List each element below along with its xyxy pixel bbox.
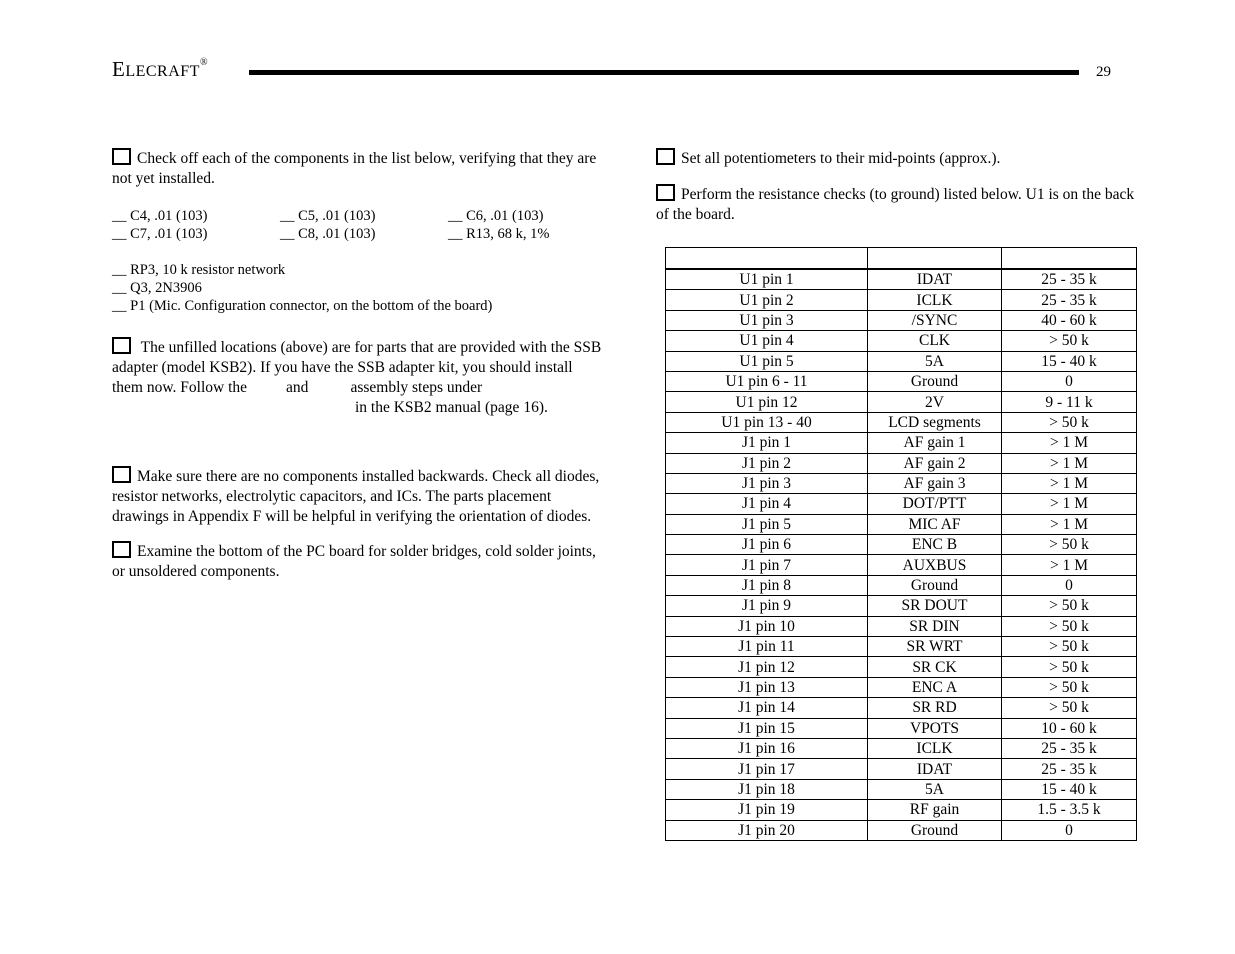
signal-cell: CLK xyxy=(868,331,1002,351)
signal-cell: SR CK xyxy=(868,657,1002,677)
checkbox[interactable] xyxy=(112,148,131,165)
table-row xyxy=(666,718,1137,738)
table-row xyxy=(666,677,1137,697)
signal-cell: SR DIN xyxy=(868,616,1002,636)
pin-cell: J1 pin 18 xyxy=(666,779,868,799)
resistance-cell: 0 xyxy=(1002,371,1137,391)
signal-cell: AF gain 1 xyxy=(868,433,1002,453)
resistance-cell: > 1 M xyxy=(1002,473,1137,493)
step-resistance-checks xyxy=(656,184,1136,225)
header-cell xyxy=(666,248,868,270)
signal-cell: SR DOUT xyxy=(868,596,1002,616)
signal-cell: /SYNC xyxy=(868,310,1002,330)
signal-cell: ENC B xyxy=(868,535,1002,555)
pin-cell: U1 pin 1 xyxy=(666,269,868,290)
signal-cell: Ground xyxy=(868,820,1002,840)
resistance-table xyxy=(665,247,1137,841)
table-row xyxy=(666,412,1137,432)
table-row xyxy=(666,351,1137,371)
table-row xyxy=(666,555,1137,575)
step-text: Set all potentiometers to their mid-points (approx.). xyxy=(681,150,1001,167)
table-row xyxy=(666,392,1137,412)
part-item: __ Q3, 2N3906 xyxy=(112,280,202,296)
resistance-cell: > 50 k xyxy=(1002,412,1137,432)
pin-cell: J1 pin 8 xyxy=(666,575,868,595)
header-cell xyxy=(1002,248,1137,270)
pin-cell: J1 pin 12 xyxy=(666,657,868,677)
part-item: __ P1 (Mic. Configuration connector, on the bottom of the board) xyxy=(112,298,493,314)
step-text: Perform the resistance checks (to ground) listed below. U1 is on the back of the board. xyxy=(656,186,1135,223)
resistance-cell: > 1 M xyxy=(1002,433,1137,453)
pin-cell: J1 pin 7 xyxy=(666,555,868,575)
table-row xyxy=(666,738,1137,758)
table-row xyxy=(666,453,1137,473)
checkbox[interactable] xyxy=(112,466,131,483)
pin-cell: J1 pin 3 xyxy=(666,473,868,493)
checkbox[interactable] xyxy=(656,184,675,201)
step-potentiometers xyxy=(656,148,1136,169)
step-check-solder xyxy=(112,541,602,582)
step-text: Check off each of the components in the list below, verifying that they are not yet installed. xyxy=(112,150,597,187)
pin-cell: J1 pin 19 xyxy=(666,800,868,820)
resistance-cell: > 50 k xyxy=(1002,596,1137,616)
signal-cell: AUXBUS xyxy=(868,555,1002,575)
resistance-cell: > 1 M xyxy=(1002,555,1137,575)
signal-cell: MIC AF xyxy=(868,514,1002,534)
resistance-cell: 25 - 35 k xyxy=(1002,759,1137,779)
resistance-cell: > 50 k xyxy=(1002,535,1137,555)
pin-cell: U1 pin 3 xyxy=(666,310,868,330)
part-item: __ RP3, 10 k resistor network xyxy=(112,262,286,278)
pin-cell: U1 pin 2 xyxy=(666,290,868,310)
table-row xyxy=(666,290,1137,310)
table-row xyxy=(666,820,1137,840)
step-text-3: assembly steps under xyxy=(350,379,483,396)
part-item: __ C7, .01 (103) xyxy=(112,226,208,242)
pin-cell: J1 pin 2 xyxy=(666,453,868,473)
pin-cell: U1 pin 5 xyxy=(666,351,868,371)
signal-cell: SR WRT xyxy=(868,637,1002,657)
resistance-cell: 9 - 11 k xyxy=(1002,392,1137,412)
page-header xyxy=(112,57,1112,87)
right-column xyxy=(656,148,1136,225)
left-column xyxy=(112,148,602,582)
signal-cell: RF gain xyxy=(868,800,1002,820)
step-unfilled-locations xyxy=(112,337,602,418)
brand-rest: LECRAFT xyxy=(125,63,200,80)
pin-cell: J1 pin 20 xyxy=(666,820,868,840)
page-number: 29 xyxy=(1096,64,1111,80)
step-text-1: The unfilled locations (above) are for parts that are provided with the SSB adapter (model KSB2). If you have the SSB adapter kit, you should install them now. Follow the xyxy=(112,339,602,396)
signal-cell: ICLK xyxy=(868,738,1002,758)
header-cell xyxy=(868,248,1002,270)
signal-cell: Ground xyxy=(868,575,1002,595)
brand-initial: E xyxy=(112,57,126,81)
resistance-cell: > 50 k xyxy=(1002,657,1137,677)
table-header-row xyxy=(666,248,1137,270)
table-row xyxy=(666,514,1137,534)
pin-cell: J1 pin 15 xyxy=(666,718,868,738)
pin-cell: J1 pin 10 xyxy=(666,616,868,636)
step-text: Make sure there are no components installed backwards. Check all diodes, resistor networks, electrolytic capacitors, and ICs. The parts placement drawings in Appendix F will be helpful in verifying the orientation of diodes. xyxy=(112,468,600,525)
table-row xyxy=(666,596,1137,616)
step-text-2: and xyxy=(286,379,309,396)
resistance-cell: > 50 k xyxy=(1002,616,1137,636)
pin-cell: J1 pin 1 xyxy=(666,433,868,453)
signal-cell: 5A xyxy=(868,779,1002,799)
table-row xyxy=(666,637,1137,657)
table-row xyxy=(666,759,1137,779)
step-text-4: in the KSB2 manual (page 16). xyxy=(355,399,548,416)
signal-cell: 2V xyxy=(868,392,1002,412)
brand-logo xyxy=(112,57,208,82)
part-item: __ R13, 68 k, 1% xyxy=(448,226,550,242)
pin-cell: U1 pin 4 xyxy=(666,331,868,351)
parts-grid xyxy=(112,207,602,243)
pin-cell: J1 pin 14 xyxy=(666,698,868,718)
signal-cell: IDAT xyxy=(868,269,1002,290)
table-row xyxy=(666,779,1137,799)
signal-cell: LCD segments xyxy=(868,412,1002,432)
signal-cell: SR RD xyxy=(868,698,1002,718)
table-row xyxy=(666,535,1137,555)
pin-cell: J1 pin 17 xyxy=(666,759,868,779)
pin-cell: J1 pin 4 xyxy=(666,494,868,514)
signal-cell: 5A xyxy=(868,351,1002,371)
table-row xyxy=(666,269,1137,290)
signal-cell: DOT/PTT xyxy=(868,494,1002,514)
pin-cell: J1 pin 13 xyxy=(666,677,868,697)
signal-cell: AF gain 2 xyxy=(868,453,1002,473)
checkbox[interactable] xyxy=(112,541,131,558)
table-row xyxy=(666,494,1137,514)
part-item: __ C4, .01 (103) xyxy=(112,208,208,224)
signal-cell: ENC A xyxy=(868,677,1002,697)
table-row xyxy=(666,698,1137,718)
signal-cell: AF gain 3 xyxy=(868,473,1002,493)
pin-cell: J1 pin 9 xyxy=(666,596,868,616)
registered-mark: ® xyxy=(199,57,209,68)
resistance-cell: 40 - 60 k xyxy=(1002,310,1137,330)
resistance-cell: > 1 M xyxy=(1002,494,1137,514)
table-row xyxy=(666,371,1137,391)
resistance-cell: > 50 k xyxy=(1002,677,1137,697)
resistance-cell: 10 - 60 k xyxy=(1002,718,1137,738)
signal-cell: ICLK xyxy=(868,290,1002,310)
table-row xyxy=(666,616,1137,636)
resistance-cell: 25 - 35 k xyxy=(1002,290,1137,310)
table-row xyxy=(666,433,1137,453)
resistance-cell: > 1 M xyxy=(1002,514,1137,534)
resistance-cell: 0 xyxy=(1002,575,1137,595)
resistance-cell: > 1 M xyxy=(1002,453,1137,473)
step-check-components xyxy=(112,148,602,189)
resistance-cell: 25 - 35 k xyxy=(1002,269,1137,290)
step-check-backwards xyxy=(112,466,602,527)
part-item: __ C5, .01 (103) xyxy=(280,208,376,224)
table-row xyxy=(666,657,1137,677)
step-text: Examine the bottom of the PC board for solder bridges, cold solder joints, or unsoldered components. xyxy=(112,543,596,580)
table-row xyxy=(666,473,1137,493)
pin-cell: J1 pin 16 xyxy=(666,738,868,758)
header-rule xyxy=(249,70,1079,75)
resistance-cell: > 50 k xyxy=(1002,698,1137,718)
pin-cell: J1 pin 6 xyxy=(666,535,868,555)
resistance-cell: 0 xyxy=(1002,820,1137,840)
table-row xyxy=(666,800,1137,820)
signal-cell: IDAT xyxy=(868,759,1002,779)
pin-cell: J1 pin 11 xyxy=(666,637,868,657)
checkbox[interactable] xyxy=(656,148,675,165)
table-row xyxy=(666,575,1137,595)
parts-list xyxy=(112,261,602,315)
table-row xyxy=(666,310,1137,330)
pin-cell: U1 pin 13 - 40 xyxy=(666,412,868,432)
resistance-cell: 1.5 - 3.5 k xyxy=(1002,800,1137,820)
pin-cell: U1 pin 6 - 11 xyxy=(666,371,868,391)
checkbox[interactable] xyxy=(112,337,131,354)
resistance-cell: 25 - 35 k xyxy=(1002,738,1137,758)
part-item: __ C8, .01 (103) xyxy=(280,226,376,242)
pin-cell: U1 pin 12 xyxy=(666,392,868,412)
table-row xyxy=(666,331,1137,351)
pin-cell: J1 pin 5 xyxy=(666,514,868,534)
signal-cell: Ground xyxy=(868,371,1002,391)
resistance-cell: 15 - 40 k xyxy=(1002,779,1137,799)
part-item: __ C6, .01 (103) xyxy=(448,208,544,224)
resistance-cell: > 50 k xyxy=(1002,331,1137,351)
resistance-cell: 15 - 40 k xyxy=(1002,351,1137,371)
signal-cell: VPOTS xyxy=(868,718,1002,738)
resistance-cell: > 50 k xyxy=(1002,637,1137,657)
